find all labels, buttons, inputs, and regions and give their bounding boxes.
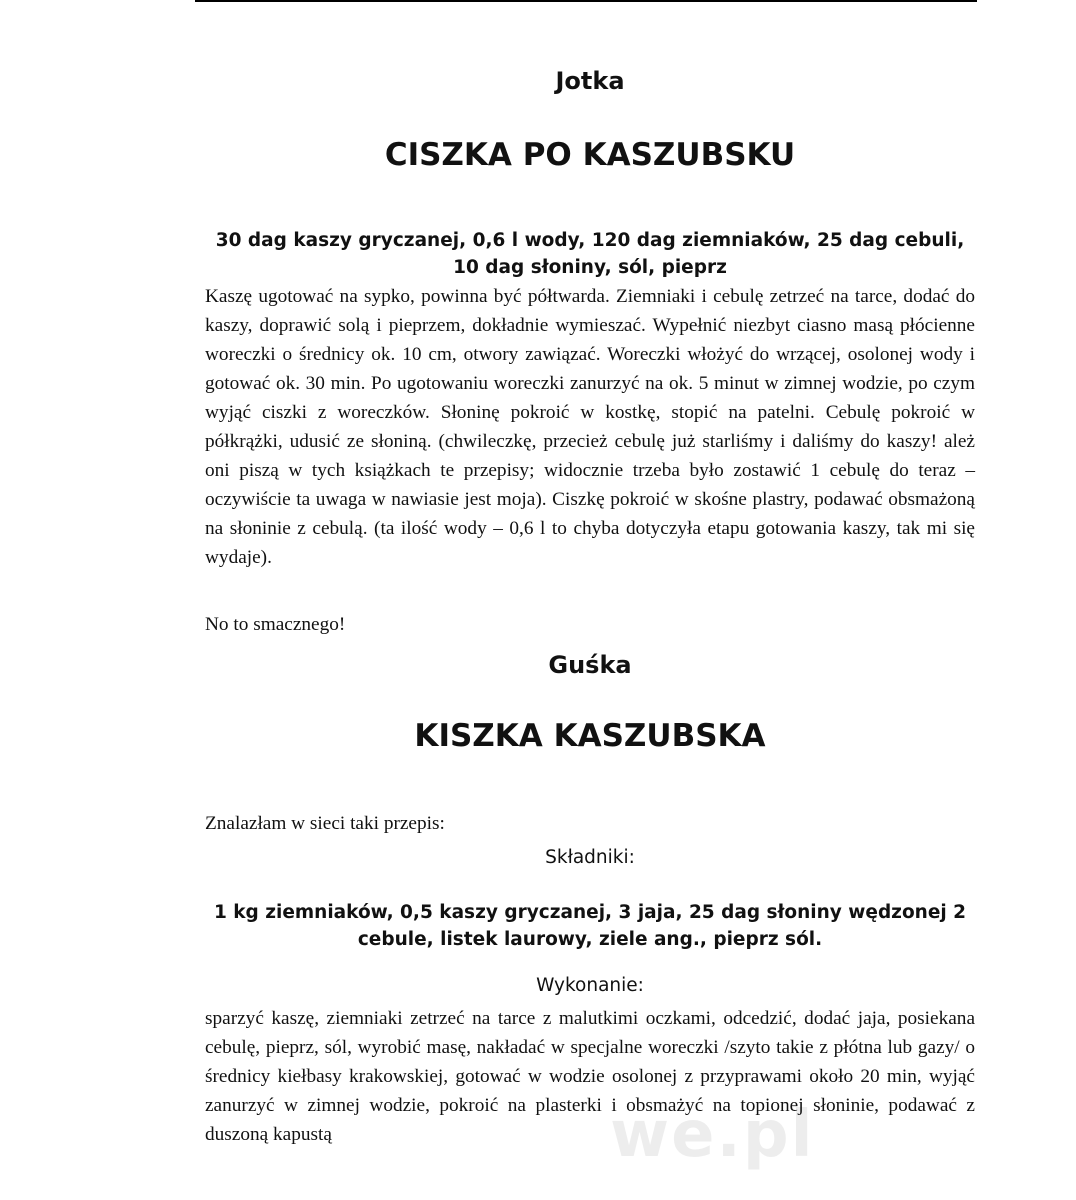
top-rule: [195, 0, 977, 2]
recipe1-closing: No to smacznego!: [205, 614, 346, 635]
recipe1-instructions: Kaszę ugotować na sypko, powinna być półtwarda. Ziemniaki i cebulę zetrzeć na tarce, dodać do kaszy, doprawić solą i pieprzem, dokładnie wymieszać. Wypełnić niezbyt ciasno masą płócienne woreczki o średnicy ok. 10 cm, otwory zawiązać. Woreczki włożyć do wrzącej, osolonej wody i gotować ok. 30 min. Po ugotowaniu woreczki zanurzyć na ok. 5 minut w zimnej wodzie, po czym wyjąć ciszki z woreczków. Słoninę pokroić w kostkę, stopić na patelni. Cebulę pokroić w półkrążki, udusić ze słoniną. (chwileczkę, przecież cebulę już starliśmy i daliśmy do kaszy! alеż oni piszą w tych książkach te przepisy; widocznie trzeba było zostawić 1 cebulę do teraz – oczywiście ta uwaga w nawiasie jest moja). Ciszkę pokroić w skośne plastry, podawać obsmażoną na słoninie z cebulą. (ta ilość wody – 0,6 l to chyba dotyczyła etapu gotowania kaszy, tak mi się wydaje).: [205, 286, 975, 568]
recipe2-ingredients: 1 kg ziemniaków, 0,5 kaszy gryczanej, 3 jaja, 25 dag słoniny wędzonej 2 cebule, listek laurowy, ziele ang., pieprz sól.: [213, 902, 967, 950]
recipe1-author: Jotka: [555, 67, 625, 95]
recipe1-title: CISZKA PO KASZUBSKU: [384, 137, 796, 173]
recipe2-title: KISZKA KASZUBSKA: [414, 718, 766, 754]
site-watermark: we.pl: [610, 1098, 815, 1172]
recipe1-ingredients: 30 dag kaszy gryczanej, 0,6 l wody, 120 dag ziemniaków, 25 dag cebuli, 10 dag słoniny, sól, pieprz: [215, 230, 965, 278]
recipe2-instructions: sparzyć kaszę, ziemniaki zetrzeć na tarce z malutkimi oczkami, odcedzić, dodać jaja, posiekana cebulę, pieprz, sól, wyrobić masę, nakładać w specjalne woreczki /szyto takie z płótna lub gazy/ o średnicy kiełbasy krakowskiej, gotować w wodzie osolonej z przyprawami około 20 min, wyjąć zanurzyć w zimnej wodzie, pokroić na plasterki i obsmażyć na topionej słoninie, podawać z duszoną kapustą: [205, 1008, 975, 1145]
method-heading: Wykonanie:: [536, 975, 644, 996]
recipe2-intro: Znalazłam w sieci taki przepis:: [205, 813, 445, 834]
ingredients-heading: Składniki:: [545, 847, 635, 868]
recipe2-author: Guśka: [548, 651, 632, 679]
